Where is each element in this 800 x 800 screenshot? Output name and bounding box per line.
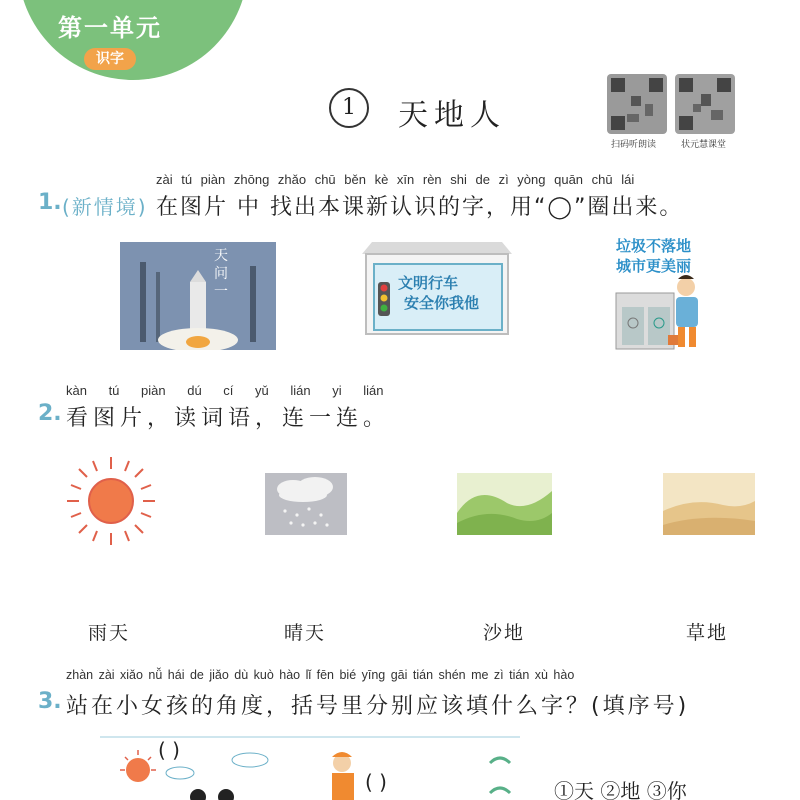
word-rainy-day: 雨天 xyxy=(88,622,131,644)
lesson-title: 天地人 xyxy=(398,98,506,133)
q2-number: 2. xyxy=(38,401,62,426)
q3-pinyin: zhàn zài xiǎo nǚ hái de jiǎo dù kuò hào lǐ fēn bié yīng gāi tián shén me zì tián xù hào xyxy=(66,668,575,682)
rain-image xyxy=(265,473,347,535)
sun-image xyxy=(65,455,157,547)
grassland-image xyxy=(457,473,552,535)
rocket-label-3: 一 xyxy=(214,284,228,300)
rocket-label-1: 天 xyxy=(214,248,228,264)
qr-code-class[interactable] xyxy=(675,74,735,134)
trash-line-2: 城市更美丽 xyxy=(616,257,692,275)
sign-line-2: 安全你我他 xyxy=(404,294,480,312)
unit-title: 第一单元 xyxy=(58,14,162,42)
qr-icon xyxy=(607,74,667,134)
q1-text: 在图片 中 找出本课新认识的字，用“◯”圈出来。 xyxy=(156,195,684,220)
trash-sorting-image xyxy=(608,235,716,355)
q1-tag: (新情境) xyxy=(62,195,148,219)
q2-pinyin: kàn tú piàn dú cí yǔ lián yi lián xyxy=(66,383,384,398)
desert-image xyxy=(663,473,755,535)
word-sand: 沙地 xyxy=(483,622,526,644)
road-sign-image xyxy=(362,242,512,342)
rocket-launch-image xyxy=(120,242,276,350)
q3-number: 3. xyxy=(38,689,62,714)
word-sunny-day: 晴天 xyxy=(284,622,327,644)
qr-label-read-aloud: 扫码听朗读 xyxy=(611,140,657,150)
q1-number: 1. xyxy=(38,190,62,215)
qr-icon xyxy=(675,74,735,134)
lesson-number: 1 xyxy=(329,88,369,128)
rocket-label-2: 问 xyxy=(214,266,228,282)
q3-blank-side[interactable]: ( ) xyxy=(365,770,387,794)
q3-blank-top[interactable]: ( ) xyxy=(158,738,180,762)
qr-code-read-aloud[interactable] xyxy=(607,74,667,134)
unit-tag: 识字 xyxy=(84,48,136,70)
q2-text: 看图片，读词语，连一连。 xyxy=(66,406,391,431)
word-grassland: 草地 xyxy=(686,622,729,644)
q3-options: ①天 ②地 ③你 xyxy=(554,779,687,800)
q3-text: 站在小女孩的角度，括号里分别应该填什么字？(填序号) xyxy=(66,694,690,719)
trash-line-1: 垃圾不落地 xyxy=(616,237,692,255)
sign-line-1: 文明行车 xyxy=(398,274,459,292)
qr-label-class: 状元慧课堂 xyxy=(681,140,727,150)
q1-pinyin: zài tú piàn zhōng zhǎo chū běn kè xīn rèn shi de zì yòng quān chū lái xyxy=(156,172,635,187)
